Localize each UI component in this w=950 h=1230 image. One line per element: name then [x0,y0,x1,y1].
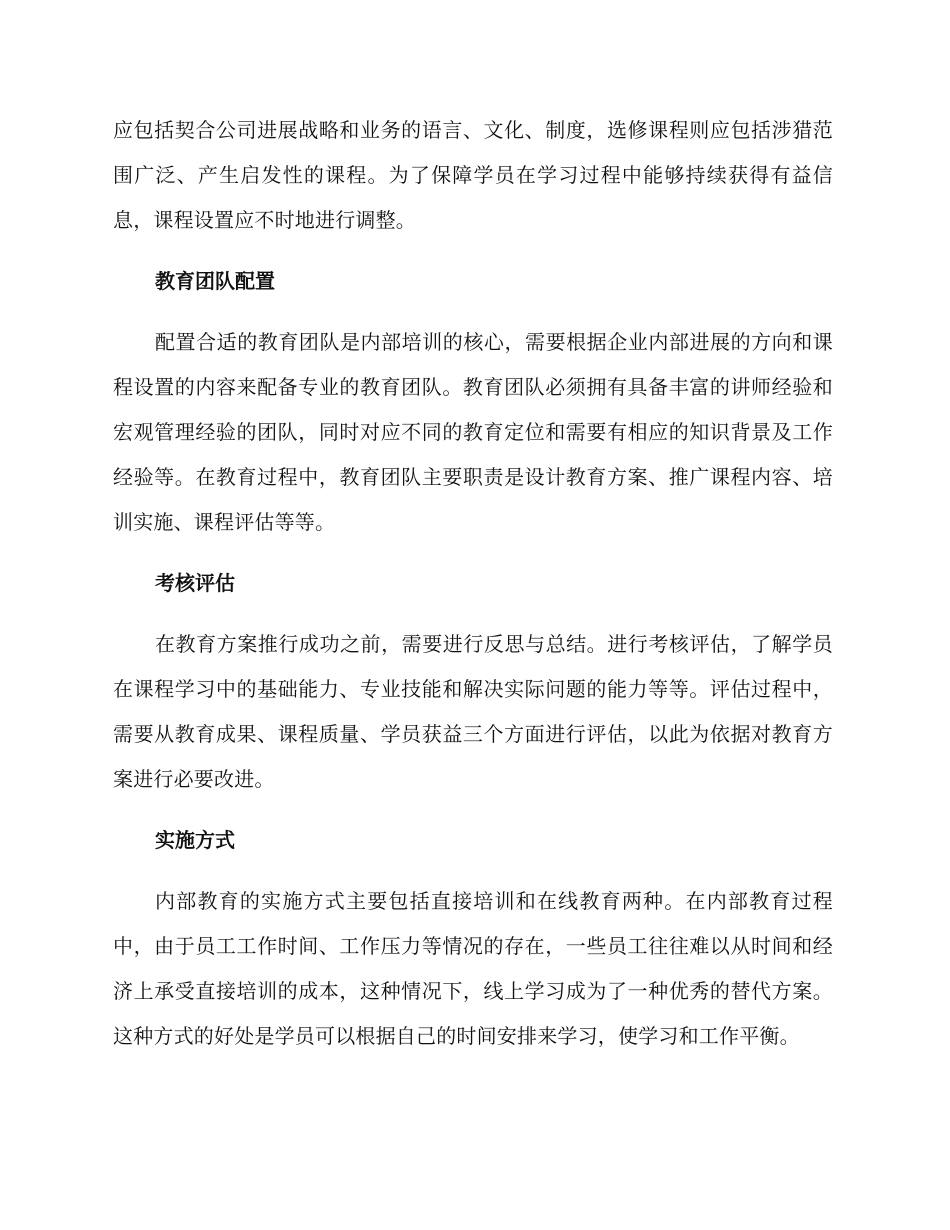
paragraph-curriculum-continuation: 应包括契合公司进展战略和业务的语言、文化、制度，选修课程则应包括涉猎范围广泛、产生启发性的课程。为了保障学员在学习过程中能够持续获得有益信息，课程设置应不时地进行调整。 [113,118,833,232]
paragraph-implementation: 内部教育的实施方式主要包括直接培训和在线教育两种。在内部教育过程中，由于员工工作时间、工作压力等情况的存在，一些员工往往难以从时间和经济上承受直接培训的成本，这种情况下，线上学习成为了一种优秀的替代方案。这种方式的好处是学员可以根据自己的时间安排来学习，使学习和工作平衡。 [113,889,833,1048]
document-body [113,108,833,1075]
section-heading-assessment: 考核评估 [155,571,235,595]
paragraph-teaching-team: 配置合适的教育团队是内部培训的核心，需要根据企业内部进展的方向和课程设置的内容来配备专业的教育团队。教育团队必须拥有具备丰富的讲师经验和宏观管理经验的团队，同时对应不同的教育定位和需要有相应的知识背景及工作经验等。在教育过程中，教育团队主要职责是设计教育方案、推广课程内容、培训实施、课程评估等等。 [113,330,833,534]
section-heading-teaching-team: 教育团队配置 [155,269,275,293]
section-heading-implementation: 实施方式 [155,828,235,852]
paragraph-assessment: 在教育方案推行成功之前，需要进行反思与总结。进行考核评估，了解学员在课程学习中的基础能力、专业技能和解决实际问题的能力等等。评估过程中，需要从教育成果、课程质量、学员获益三个方面进行评估，以此为依据对教育方案进行必要改进。 [113,632,833,791]
